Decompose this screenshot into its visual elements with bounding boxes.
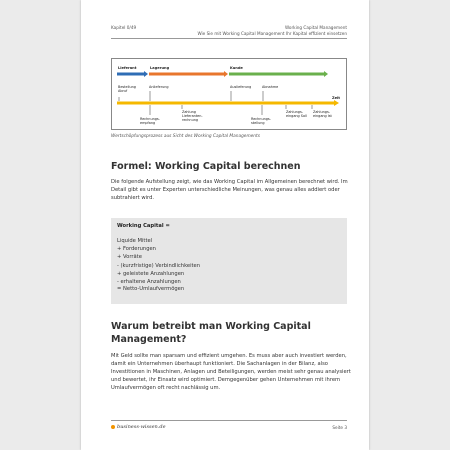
formula-title: Working Capital = xyxy=(117,223,170,229)
event-auslieferung: Auslieferung xyxy=(230,85,252,89)
process-diagram xyxy=(111,58,347,130)
page-number: Seite 3 xyxy=(332,425,347,430)
phase-label-lieferant: Lieferant xyxy=(118,66,137,70)
process-diagram-svg xyxy=(112,59,348,131)
axis-label-zeit: Zeit xyxy=(332,96,340,100)
formula-line: + Forderungen xyxy=(117,246,156,253)
formula-line: + geleistete Anzahlungen xyxy=(117,270,185,277)
header-title: Working Capital Management xyxy=(284,25,347,30)
formula-line: - (kurzfristige) Verbindlichkeiten xyxy=(117,262,201,269)
formula-line: - erhaltene Anzahlungen xyxy=(117,279,181,286)
event-rechnungsstellung: Rechnungs-stellung xyxy=(251,117,271,125)
formula-box xyxy=(111,218,347,304)
phase-arrowhead-kunde xyxy=(324,71,328,77)
formula-line: Liquide Mittel xyxy=(117,238,153,244)
formula-line: + Vorräte xyxy=(117,254,142,261)
event-bestellung: Bestellung Abruf xyxy=(118,85,136,93)
section-heading-formel: Formel: Working Capital berechnen xyxy=(111,161,301,172)
diagram-caption: Wertschöpfungsprozess aus Sicht des Working Capital Managements xyxy=(111,134,260,139)
phase-arrowhead-lieferant xyxy=(144,71,148,77)
formula-result: = Netto-Umlaufvermögen xyxy=(117,286,185,292)
event-anlieferung: Anlieferung xyxy=(149,85,169,89)
logo-dot-icon xyxy=(111,425,115,429)
event-zahlungseingang-ist: Zahlungs-eingang Ist xyxy=(313,110,332,118)
logo-text: business-wissen.de xyxy=(117,424,166,430)
formula-lines xyxy=(117,237,200,286)
running-header xyxy=(197,25,347,37)
section-paragraph-warum: Mit Geld sollte man sparsam und effizient umgehen. Es muss aber auch investiert werden, damit ein Unternehmen überhaupt funktioniert. Die Sachanlagen in der Bilanz, also Investitionen in Maschinen, Anlagen und Beteiligungen, werden meist sehr genau analysiert und bewertet, ihr Einsatz wird optimiert. Demgegenüber gehen Unternehmen mit ihrem Umlaufvermögen oft recht nachlässig um. xyxy=(111,353,351,391)
document-page xyxy=(81,0,369,450)
footer-logo xyxy=(111,424,166,430)
event-rechnungsempfang: Rechnungs-empfang xyxy=(140,117,160,125)
phase-arrowhead-lagerung xyxy=(224,71,228,77)
header-subtitle: Wie Sie mit Working Capital Management Ihr Kapital effizient einsetzen xyxy=(197,31,347,36)
event-abnahme: Abnahme xyxy=(262,85,279,89)
phase-label-kunde: Kunde xyxy=(230,66,243,70)
event-zahlung-lieferantenrechnung: Zahlung Lieferanten-rechnung xyxy=(182,110,203,122)
section-paragraph-formel: Die folgende Aufstellung zeigt, wie das Working Capital im Allgemeinen berechnet wird. Im Detail gibt es unter Experten unterschiedliche Meinungen, was genau alles addiert oder subtrahiert wird. xyxy=(111,179,348,201)
header-divider xyxy=(111,38,347,39)
footer-divider xyxy=(111,420,347,421)
phase-label-lagerung: Lagerung xyxy=(150,66,170,70)
event-zahlungseingang-soll: Zahlungs-eingang Soll xyxy=(286,110,307,118)
timeline-arrowhead xyxy=(334,100,339,106)
chapter-label: Kapitel 0/49 xyxy=(111,25,137,30)
section-heading-warum: Warum betreibt man Working Capital Management? xyxy=(111,321,311,345)
